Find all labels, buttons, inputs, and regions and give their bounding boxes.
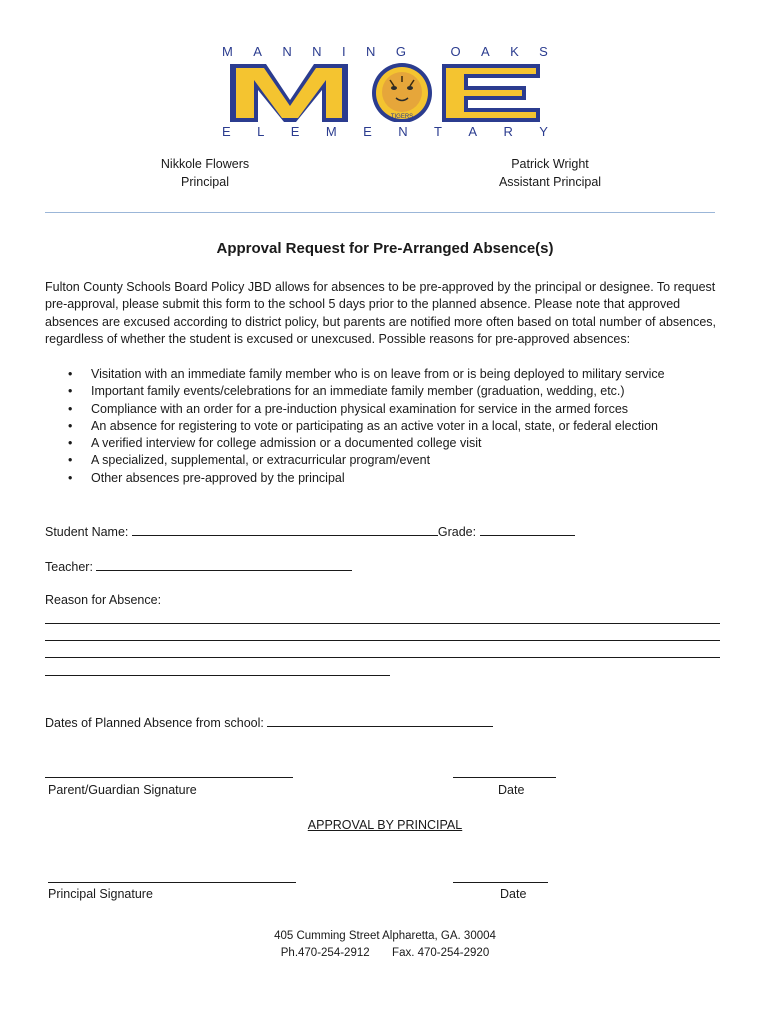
logo-bottom-text — [222, 124, 548, 139]
logo-top-letter: S — [539, 44, 548, 59]
teacher-row — [45, 558, 352, 574]
logo-bottom-letter: L — [257, 124, 265, 139]
teacher-field[interactable] — [96, 558, 352, 571]
logo-bottom-letter: R — [503, 124, 513, 139]
principal-signature-label: Principal Signature — [48, 887, 153, 901]
absence-reasons-list — [68, 366, 665, 487]
logo-top-letter: A — [480, 44, 490, 59]
logo-bottom-letter: E — [363, 124, 372, 139]
student-grade-row — [45, 523, 575, 539]
logo-bottom-letter: E — [222, 124, 231, 139]
logo-top-letter: G — [395, 44, 406, 59]
parent-date-label: Date — [498, 783, 525, 797]
reason-label: Reason for Absence: — [45, 593, 162, 607]
reason-line-3[interactable] — [45, 657, 720, 658]
principal-date-line[interactable] — [453, 882, 548, 883]
contact-line — [0, 945, 770, 962]
list-item: • Important family events/celebrations for an immediate family member (graduation, wedding, etc.) — [68, 383, 665, 400]
reason-line-1[interactable] — [45, 623, 720, 624]
moe-logo-mark — [230, 60, 540, 122]
assistant-principal-title: Assistant Principal — [498, 175, 602, 189]
logo-top-letter: M — [222, 44, 233, 59]
approval-heading: APPROVAL BY PRINCIPAL — [307, 818, 463, 832]
logo-top-letter: N — [312, 44, 322, 59]
parent-signature-line[interactable] — [45, 777, 293, 778]
footer — [0, 928, 770, 962]
student-name-field[interactable] — [132, 523, 438, 536]
logo-top-letter: A — [253, 44, 262, 59]
list-item: • Visitation with an immediate family member who is on leave from or is being deployed to military service — [68, 366, 665, 383]
logo-top-letter: K — [510, 44, 519, 59]
fax-number: Fax. 470-254-2920 — [392, 947, 490, 959]
logo-top-letter: N — [282, 44, 292, 59]
dates-label: Dates of Planned Absence from school: — [45, 716, 264, 730]
list-item: • Other absences pre-approved by the principal — [68, 470, 665, 487]
principal-signature-line[interactable] — [48, 882, 296, 883]
assistant-principal-name: Patrick Wright — [511, 157, 589, 171]
logo-top-letter — [426, 44, 430, 59]
logo-top-text — [222, 44, 548, 59]
list-item: • Compliance with an order for a pre-induction physical examination for service in the armed forces — [68, 401, 665, 418]
grade-label: Grade: — [437, 525, 477, 539]
phone-number: Ph.470-254-2912 — [280, 947, 370, 959]
list-item: • A verified interview for college admission or a documented college visit — [68, 435, 665, 452]
dates-field[interactable] — [267, 714, 493, 727]
teacher-label: Teacher: — [45, 560, 93, 574]
logo-bottom-letter: T — [434, 124, 442, 139]
dates-row — [45, 714, 493, 730]
reason-line-4[interactable] — [45, 675, 390, 676]
header-divider — [45, 212, 715, 213]
logo-bottom-letter: Y — [539, 124, 548, 139]
list-item: • An absence for registering to vote or participating as an active voter in a local, state, or federal election — [68, 418, 665, 435]
logo-top-letter: O — [450, 44, 461, 59]
parent-signature-label: Parent/Guardian Signature — [48, 783, 197, 797]
parent-date-line[interactable] — [453, 777, 556, 778]
logo-bottom-letter: M — [325, 124, 337, 139]
policy-intro: Fulton County Schools Board Policy JBD allows for absences to be pre-approved by the principal or designee. To request pre-approval, please submit this form to the school 5 days prior to the planned absence. Please note that approved absences are excused according to district policy, but parents are notified more often based on total number of absences, regardless of whether the student is excused or unexcused. Possible reasons for pre-approved absences: — [45, 280, 716, 346]
school-address: 405 Cumming Street Alpharetta, GA. 30004 — [274, 930, 496, 942]
principal-name: Nikkole Flowers — [160, 157, 250, 171]
student-name-label: Student Name: — [45, 525, 129, 539]
school-logo — [222, 44, 548, 140]
logo-top-letter: I — [341, 44, 346, 59]
list-item: • A specialized, supplemental, or extracurricular program/event — [68, 452, 665, 469]
principal-block — [135, 155, 275, 191]
logo-top-letter: N — [366, 44, 376, 59]
logo-bottom-letter: A — [468, 124, 478, 139]
logo-mascot-text: TIGERS — [390, 114, 414, 120]
assistant-principal-block — [470, 155, 630, 191]
logo-bottom-letter: E — [290, 124, 300, 139]
principal-title: Principal — [181, 175, 229, 189]
logo-bottom-letter: N — [398, 124, 408, 139]
grade-field[interactable] — [480, 523, 575, 536]
principal-date-label: Date — [500, 887, 527, 901]
reason-line-2[interactable] — [45, 640, 720, 641]
form-title: Approval Request for Pre-Arranged Absence(s) — [216, 240, 554, 257]
